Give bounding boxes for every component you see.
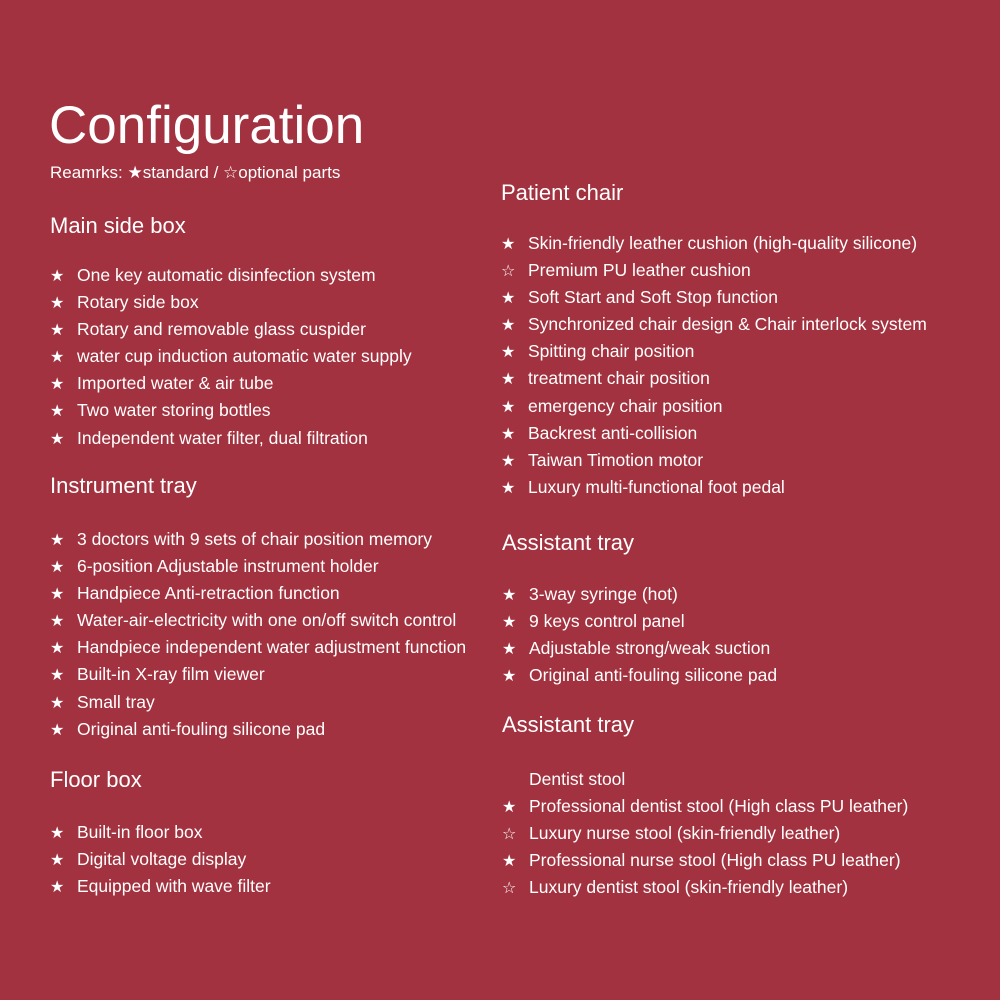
feature-text: Small tray — [77, 691, 155, 712]
feature-item — [50, 289, 412, 316]
feature-list — [501, 230, 927, 501]
feature-text: Luxury nurse stool (skin-friendly leather) — [529, 823, 841, 844]
chair-section — [501, 179, 927, 501]
standard-star-icon: ★ — [50, 401, 65, 421]
feature-item — [50, 370, 412, 397]
feature-text: Rotary and removable glass cuspider — [77, 319, 366, 340]
feature-text: Premium PU leather cushion — [528, 260, 751, 281]
feature-text: Dentist stool — [529, 769, 626, 789]
feature-text: Adjustable strong/weak suction — [529, 638, 771, 659]
feature-item — [502, 847, 908, 874]
feature-item — [50, 425, 412, 452]
feature-item — [50, 262, 412, 289]
section-title: Main side box — [50, 213, 186, 238]
feature-text: emergency chair position — [528, 395, 723, 416]
standard-star-icon: ★ — [50, 611, 65, 631]
standard-star-icon: ★ — [50, 719, 65, 739]
feature-item — [502, 608, 777, 635]
feature-text: Built-in floor box — [77, 822, 203, 842]
feature-text: 3 doctors with 9 sets of chair position memory — [77, 529, 433, 549]
standard-star-icon: ★ — [50, 584, 65, 604]
feature-item — [501, 257, 927, 284]
feature-text: Luxury multi-functional foot pedal — [528, 476, 785, 497]
standard-star-icon: ★ — [50, 850, 65, 870]
standard-star-icon: ★ — [502, 585, 517, 604]
feature-item — [50, 526, 466, 553]
feature-item — [50, 873, 271, 900]
feature-item — [50, 634, 466, 661]
main-section — [50, 212, 412, 452]
standard-star-icon: ★ — [50, 557, 65, 577]
feature-item — [50, 846, 271, 873]
standard-star-icon: ★ — [50, 347, 65, 367]
feature-item — [502, 635, 777, 662]
instrument-section — [50, 472, 466, 743]
feature-text: Handpiece Anti-retraction function — [77, 583, 340, 604]
feature-text: Original anti-fouling silicone pad — [529, 665, 778, 686]
standard-star-icon: ★ — [50, 877, 65, 897]
standard-star-icon: ★ — [501, 477, 516, 497]
standard-star-icon: ★ — [501, 450, 516, 470]
feature-text: Imported water & air tube — [77, 373, 274, 394]
optional-star-icon: ☆ — [502, 878, 517, 898]
standard-star-icon: ★ — [502, 797, 517, 817]
feature-item — [50, 343, 412, 370]
feature-text: Professional nurse stool (High class PU leather) — [529, 850, 901, 871]
feature-text: water cup induction automatic water supply — [77, 346, 412, 367]
feature-text: Synchronized chair design & Chair interlock system — [528, 314, 927, 335]
section-title: Assistant tray — [502, 530, 635, 555]
standard-star-icon: ★ — [501, 396, 516, 416]
standard-star-icon: ★ — [502, 666, 517, 686]
standard-star-icon: ★ — [501, 369, 516, 389]
standard-star-icon: ★ — [501, 288, 516, 308]
section-title: Patient chair — [501, 180, 624, 205]
feature-text: Handpiece independent water adjustment function — [77, 637, 467, 658]
feature-item — [501, 365, 927, 392]
feature-text: Original anti-fouling silicone pad — [77, 718, 326, 739]
floor-section — [50, 766, 271, 900]
standard-star-icon: ★ — [50, 293, 65, 313]
feature-item — [50, 716, 466, 743]
feature-text: Luxury dentist stool (skin-friendly leather) — [529, 877, 849, 898]
standard-star-icon: ★ — [50, 266, 65, 285]
feature-item — [50, 819, 271, 846]
standard-star-icon: ★ — [50, 320, 65, 340]
feature-item — [501, 447, 927, 474]
feature-item — [501, 420, 927, 447]
standard-star-icon: ★ — [501, 234, 516, 253]
standard-star-icon: ★ — [50, 638, 65, 658]
feature-item — [50, 689, 466, 716]
feature-item — [50, 316, 412, 343]
feature-text: treatment chair position — [528, 368, 710, 389]
feature-text: Water-air-electricity with one on/off switch control — [77, 610, 457, 631]
feature-text: 9 keys control panel — [529, 611, 685, 632]
page-title: Configuration — [49, 96, 365, 155]
standard-star-icon: ★ — [501, 315, 516, 335]
feature-list — [50, 819, 271, 900]
feature-item — [50, 580, 466, 607]
feature-text: Digital voltage display — [77, 849, 247, 870]
feature-list — [50, 262, 412, 452]
feature-item — [502, 874, 908, 901]
feature-item — [501, 284, 927, 311]
optional-star-icon: ☆ — [502, 824, 517, 844]
feature-text: Soft Start and Soft Stop function — [528, 287, 779, 308]
standard-star-icon: ★ — [50, 374, 65, 394]
feature-item — [50, 553, 466, 580]
assistant-section — [502, 529, 777, 689]
feature-list — [502, 581, 777, 689]
assistant2-section — [502, 711, 908, 901]
feature-item — [501, 230, 927, 257]
standard-star-icon: ★ — [50, 530, 65, 549]
feature-item — [502, 662, 777, 689]
feature-text: Taiwan Timotion motor — [528, 449, 704, 470]
feature-list — [50, 526, 466, 743]
feature-item — [502, 581, 777, 608]
section-title: Instrument tray — [50, 473, 197, 498]
feature-text: One key automatic disinfection system — [77, 265, 376, 285]
standard-star-icon: ★ — [502, 639, 517, 659]
section-title: Assistant tray — [502, 712, 635, 737]
feature-list — [502, 766, 908, 901]
feature-text: Backrest anti-collision — [528, 422, 698, 443]
standard-star-icon: ★ — [502, 612, 517, 632]
feature-text: Independent water filter, dual filtration — [77, 427, 368, 448]
feature-text: 6-position Adjustable instrument holder — [77, 556, 379, 577]
standard-star-icon: ★ — [50, 692, 65, 712]
feature-text: Equipped with wave filter — [77, 876, 271, 897]
feature-text: Rotary side box — [77, 292, 199, 313]
feature-text: Built-in X-ray film viewer — [77, 664, 265, 685]
feature-text: 3-way syringe (hot) — [529, 584, 678, 604]
feature-item — [50, 607, 466, 634]
feature-item — [502, 793, 908, 820]
feature-item — [501, 393, 927, 420]
feature-item — [502, 820, 908, 847]
standard-star-icon: ★ — [50, 665, 65, 685]
feature-text: Skin-friendly leather cushion (high-quality silicone) — [528, 233, 918, 253]
feature-item — [50, 397, 412, 424]
feature-text: Spitting chair position — [528, 341, 695, 362]
standard-star-icon: ★ — [50, 428, 65, 448]
optional-star-icon: ☆ — [501, 261, 516, 281]
standard-star-icon: ★ — [501, 423, 516, 443]
section-title: Floor box — [50, 767, 142, 792]
feature-item — [50, 661, 466, 688]
feature-item — [502, 766, 908, 793]
feature-item — [501, 338, 927, 365]
feature-text: Professional dentist stool (High class PU leather) — [529, 796, 909, 817]
standard-star-icon: ★ — [501, 342, 516, 362]
feature-item — [501, 311, 927, 338]
standard-star-icon: ★ — [502, 851, 517, 871]
standard-star-icon: ★ — [50, 823, 65, 842]
feature-text: Two water storing bottles — [77, 400, 271, 421]
remarks-legend: Reamrks: ★standard / ☆optional parts — [50, 163, 341, 182]
feature-item — [501, 474, 927, 501]
